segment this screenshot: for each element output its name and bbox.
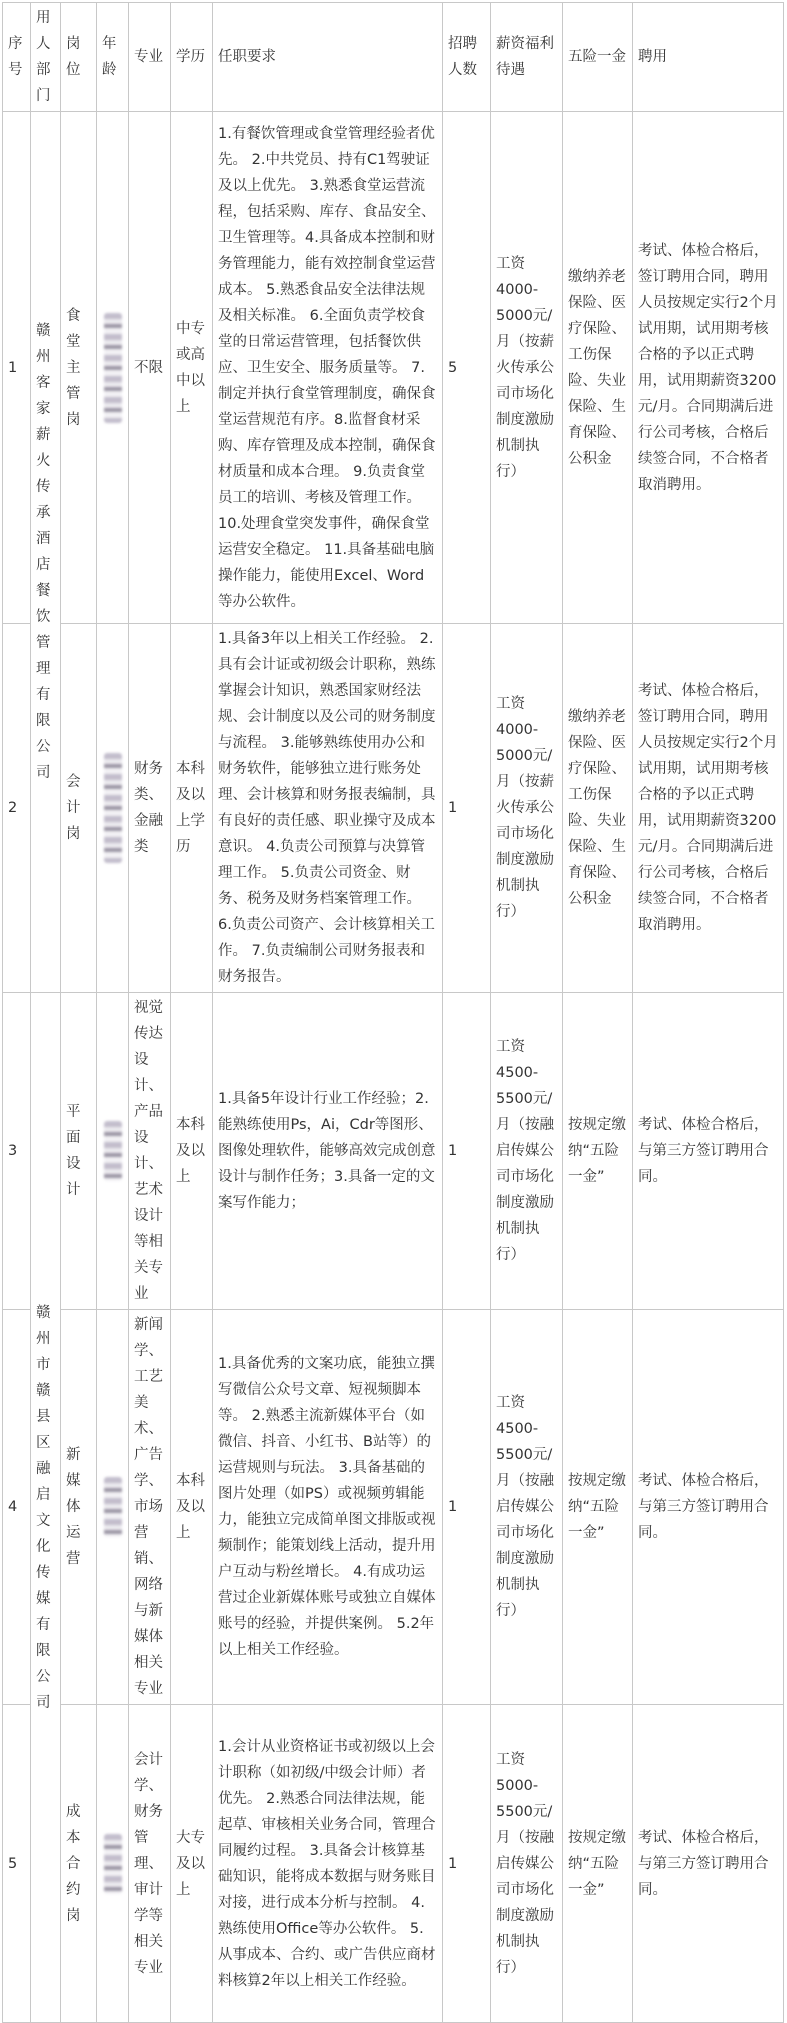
cell-position: 食堂主管岗 <box>61 112 97 624</box>
cell-seq: 2 <box>3 624 31 993</box>
header-position: 岗位 <box>61 3 97 112</box>
cell-major: 财务类、金融类 <box>129 624 171 993</box>
header-education: 学历 <box>171 3 213 112</box>
header-seq: 序号 <box>3 3 31 112</box>
cell-age-redacted <box>97 112 129 624</box>
cell-major: 会计学、财务管理、审计学等相关专业 <box>129 1705 171 2023</box>
cell-age-redacted <box>97 993 129 1310</box>
cell-insurance: 按规定缴纳“五险一金” <box>563 993 633 1310</box>
cell-position: 成本合约岗 <box>61 1705 97 2023</box>
cell-requirements: 1.具备5年设计行业工作经验；2.能熟练使用Ps，Ai，Cdr等图形、图像处理软件，能够高效完成创意设计与制作任务；3.具备一定的文案写作能力； <box>213 993 443 1310</box>
table-row <box>3 1705 784 2023</box>
cell-age-redacted <box>97 624 129 993</box>
cell-headcount: 1 <box>443 624 491 993</box>
header-department: 用人部门 <box>31 3 61 112</box>
table-row <box>3 624 784 993</box>
cell-major: 新闻学、工艺美术、广告学、市场营销、网络与新媒体相关专业 <box>129 1310 171 1705</box>
header-hiring: 聘用 <box>633 3 784 112</box>
cell-position: 新媒体运营 <box>61 1310 97 1705</box>
cell-hiring: 考试、体检合格后，签订聘用合同，聘用人员按规定实行2个月试用期，试用期考核合格的予以正式聘用，试用期薪资3200元/月。合同期满后进行公司考核，合格后续签合同，不合格者取消聘用。 <box>633 112 784 624</box>
table-row <box>3 1310 784 1705</box>
cell-insurance: 按规定缴纳“五险一金” <box>563 1310 633 1705</box>
header-salary: 薪资福利待遇 <box>491 3 563 112</box>
cell-department: 赣州客家薪火传承酒店餐饮管理有限公司 <box>31 112 61 993</box>
redaction-blur <box>104 1477 122 1537</box>
cell-education: 本科及以上 <box>171 993 213 1310</box>
header-row <box>3 3 784 112</box>
cell-department: 赣州市赣县区融启文化传媒有限公司 <box>31 993 61 2023</box>
cell-hiring: 考试、体检合格后，与第三方签订聘用合同。 <box>633 1310 784 1705</box>
cell-hiring: 考试、体检合格后，与第三方签订聘用合同。 <box>633 1705 784 2023</box>
cell-age-redacted <box>97 1705 129 2023</box>
redaction-blur <box>104 1834 122 1894</box>
redaction-blur <box>104 313 122 423</box>
cell-headcount: 1 <box>443 1705 491 2023</box>
cell-seq: 3 <box>3 993 31 1310</box>
cell-education: 本科及以上学历 <box>171 624 213 993</box>
cell-salary: 工资4500-5500元/月（按融启传媒公司市场化制度激励机制执行） <box>491 1310 563 1705</box>
cell-headcount: 1 <box>443 993 491 1310</box>
cell-salary: 工资4000-5000元/月（按薪火传承公司市场化制度激励机制执行） <box>491 624 563 993</box>
table-row <box>3 993 784 1310</box>
redaction-blur <box>104 753 122 863</box>
header-insurance: 五险一金 <box>563 3 633 112</box>
cell-age-redacted <box>97 1310 129 1705</box>
cell-headcount: 5 <box>443 112 491 624</box>
cell-education: 本科及以上 <box>171 1310 213 1705</box>
cell-salary: 工资5000-5500元/月（按融启传媒公司市场化制度激励机制执行） <box>491 1705 563 2023</box>
table-row <box>3 112 784 624</box>
cell-insurance: 按规定缴纳“五险一金” <box>563 1705 633 2023</box>
cell-education: 大专及以上 <box>171 1705 213 2023</box>
cell-headcount: 1 <box>443 1310 491 1705</box>
cell-requirements: 1.具备3年以上相关工作经验。 2.具有会计证或初级会计职称，熟练掌握会计知识，熟悉国家财经法规、会计制度以及公司的财务制度与流程。 3.能够熟练使用办公和财务软件，能够独立进行账务处理、会计核算和财务报表编制，具有良好的责任感、职业操守及成本意识。 4.负责公司预算与决算管理工作。 5.负责公司资金、财务、税务及财务档案管理工作。 6.负责公司资产、会计核算相关工作。 7.负责编制公司财务报表和财务报告。 <box>213 624 443 993</box>
cell-salary: 工资4000-5000元/月（按薪火传承公司市场化制度激励机制执行） <box>491 112 563 624</box>
header-requirements: 任职要求 <box>213 3 443 112</box>
cell-major: 视觉传达设计、产品设计、艺术设计等相关专业 <box>129 993 171 1310</box>
cell-insurance: 缴纳养老保险、医疗保险、工伤保险、失业保险、生育保险、公积金 <box>563 112 633 624</box>
header-headcount: 招聘人数 <box>443 3 491 112</box>
cell-hiring: 考试、体检合格后，与第三方签订聘用合同。 <box>633 993 784 1310</box>
cell-seq: 5 <box>3 1705 31 2023</box>
cell-education: 中专或高中以上 <box>171 112 213 624</box>
cell-seq: 4 <box>3 1310 31 1705</box>
redaction-blur <box>104 1121 122 1181</box>
cell-requirements: 1.会计从业资格证书或初级以上会计职称（如初级/中级会计师）者优先。 2.熟悉合同法律法规，能起草、审核相关业务合同，管理合同履约过程。 3.具备会计核算基础知识，能将成本数据与财务账目对接，进行成本分析与控制。 4.熟练使用Office等办公软件。 5.从事成本、合约、或广告供应商材料核算2年以上相关工作经验。 <box>213 1705 443 2023</box>
cell-seq: 1 <box>3 112 31 624</box>
cell-position: 会计岗 <box>61 624 97 993</box>
cell-insurance: 缴纳养老保险、医疗保险、工伤保险、失业保险、生育保险、公积金 <box>563 624 633 993</box>
cell-salary: 工资4500-5500元/月（按融启传媒公司市场化制度激励机制执行） <box>491 993 563 1310</box>
cell-requirements: 1.有餐饮管理或食堂管理经验者优先。 2.中共党员、持有C1驾驶证及以上优先。 3.熟悉食堂运营流程，包括采购、库存、食品安全、卫生管理等。4.具备成本控制和财务管理能力，能有效控制食堂运营成本。 5.熟悉食品安全法律法规及相关标准。 6.全面负责学校食堂的日常运营管理，包括餐饮供应、卫生安全、服务质量等。 7.制定并执行食堂管理制度，确保食堂运营规范有序。8.监督食材采购、库存管理及成本控制，确保食材质量和成本合理。 9.负责食堂员工的培训、考核及管理工作。 10.处理食堂突发事件，确保食堂运营安全稳定。 11.具备基础电脑操作能力，能使用Excel、Word等办公软件。 <box>213 112 443 624</box>
header-major: 专业 <box>129 3 171 112</box>
cell-hiring: 考试、体检合格后，签订聘用合同，聘用人员按规定实行2个月试用期，试用期考核合格的予以正式聘用，试用期薪资3200元/月。合同期满后进行公司考核，合格后续签合同，不合格者取消聘用。 <box>633 624 784 993</box>
cell-major: 不限 <box>129 112 171 624</box>
header-age: 年龄 <box>97 3 129 112</box>
cell-position: 平面设计 <box>61 993 97 1310</box>
cell-requirements: 1.具备优秀的文案功底，能独立撰写微信公众号文章、短视频脚本等。 2.熟悉主流新媒体平台（如微信、抖音、小红书、B站等）的运营规则与玩法。 3.具备基础的图片处理（如PS）或视频剪辑能力，能独立完成简单图文排版或视频制作；能策划线上活动，提升用户互动与粉丝增长。 4.有成功运营过企业新媒体账号或独立自媒体账号的经验，并提供案例。 5.2年以上相关工作经验。 <box>213 1310 443 1705</box>
recruitment-table <box>2 2 784 2023</box>
